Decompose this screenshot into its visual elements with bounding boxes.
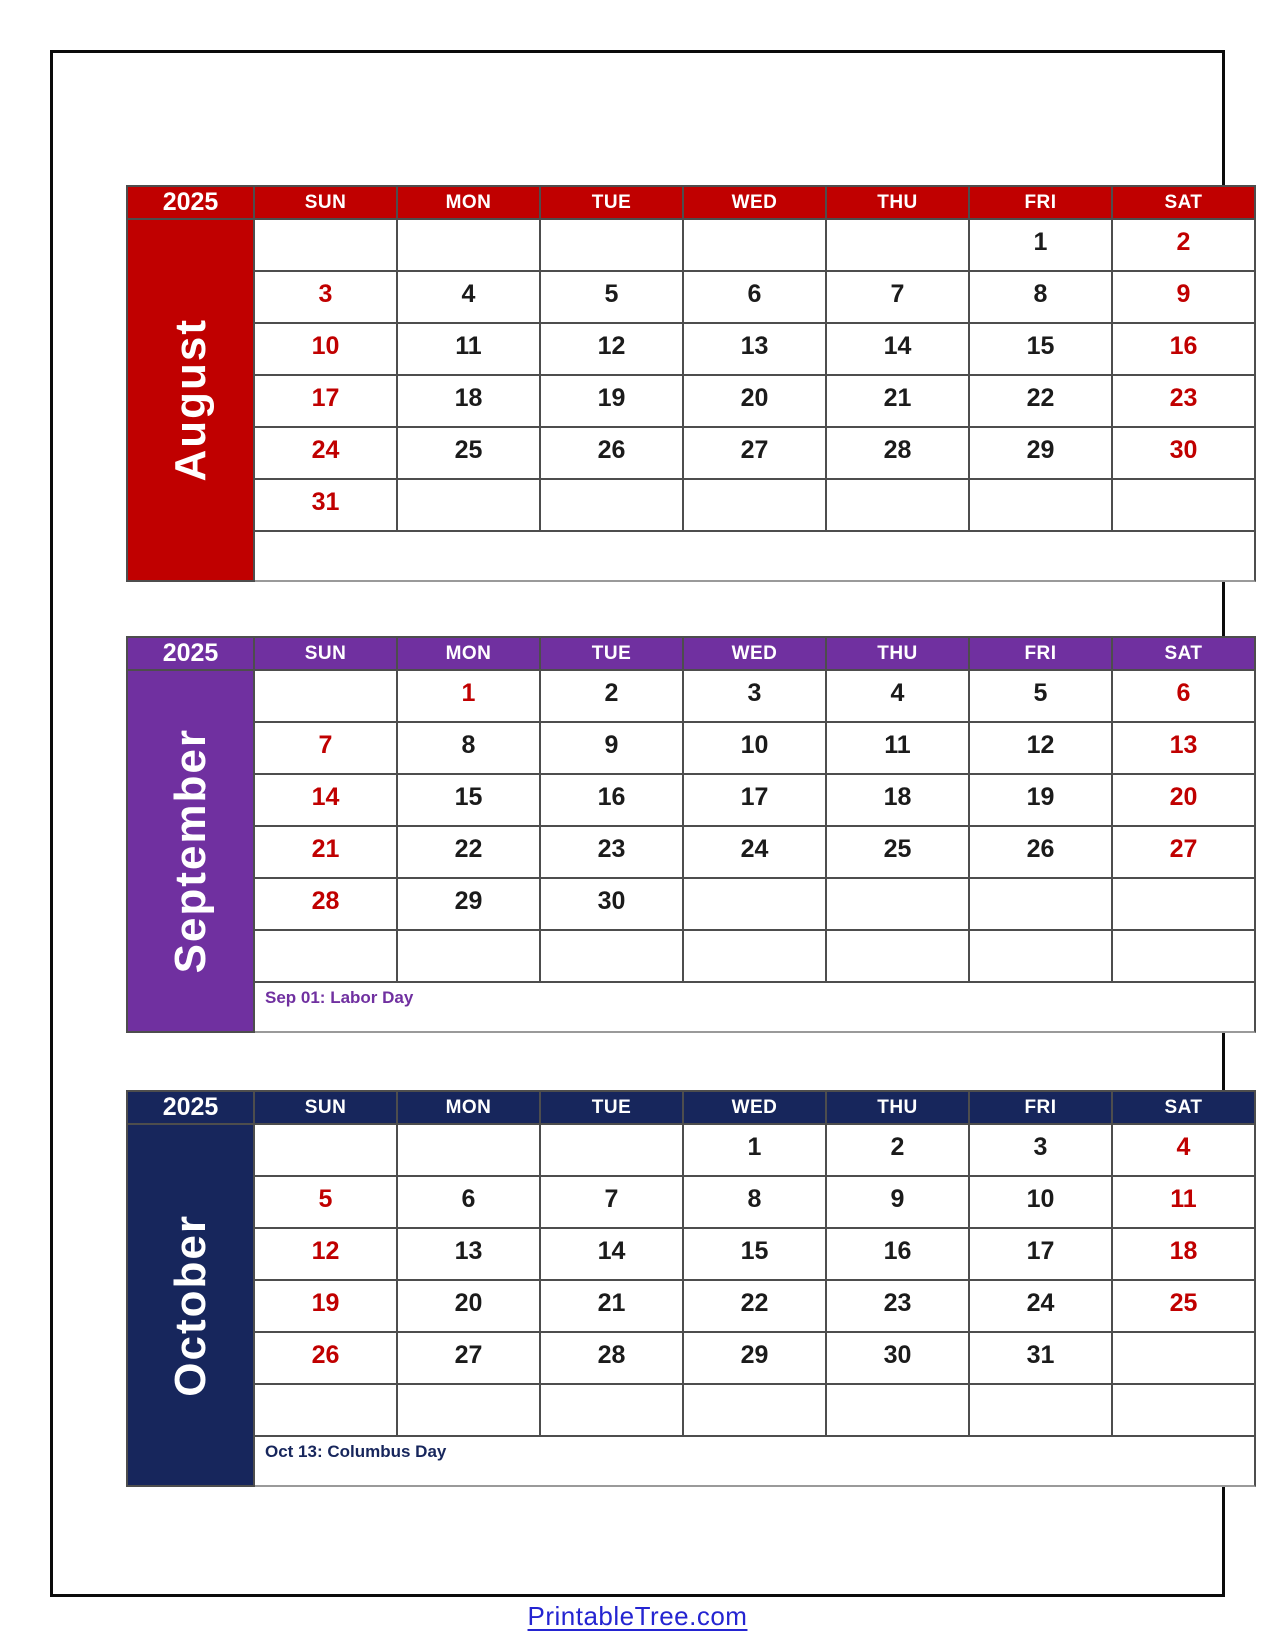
date-cell-19: 19 [541,376,684,428]
date-cell-empty [970,931,1113,983]
weekday-header-thu: THU [827,187,970,220]
date-cell-empty [255,1125,398,1177]
weekday-header-thu: THU [827,638,970,671]
date-cell-empty [255,931,398,983]
date-cell-10: 10 [970,1177,1113,1229]
date-cell-empty [684,220,827,272]
date-cell-13: 13 [684,324,827,376]
date-cell-27: 27 [398,1333,541,1385]
date-cell-17: 17 [255,376,398,428]
date-cell-14: 14 [827,324,970,376]
weekday-header-mon: MON [398,1092,541,1125]
month-september [126,636,1256,1033]
date-cell-8: 8 [398,723,541,775]
weekday-header-sat: SAT [1113,187,1256,220]
footer-link[interactable]: PrintableTree.com [527,1601,748,1631]
date-cell-16: 16 [827,1229,970,1281]
date-cell-9: 9 [541,723,684,775]
date-cell-empty [398,1125,541,1177]
date-cell-empty [398,220,541,272]
weekday-header-sun: SUN [255,638,398,671]
date-cell-empty [398,480,541,532]
date-cell-empty [1113,931,1256,983]
date-cell-9: 9 [1113,272,1256,324]
date-cell-29: 29 [684,1333,827,1385]
date-cell-27: 27 [1113,827,1256,879]
date-cell-empty [1113,1333,1256,1385]
date-cell-26: 26 [970,827,1113,879]
holiday-note: Oct 13: Columbus Day [255,1437,1256,1487]
date-cell-empty [255,1385,398,1437]
weekday-header-sat: SAT [1113,1092,1256,1125]
date-cell-empty [684,931,827,983]
date-cell-22: 22 [970,376,1113,428]
date-cell-9: 9 [827,1177,970,1229]
date-cell-29: 29 [970,428,1113,480]
weekday-header-tue: TUE [541,187,684,220]
date-cell-6: 6 [1113,671,1256,723]
date-cell-24: 24 [970,1281,1113,1333]
date-cell-18: 18 [398,376,541,428]
weekday-header-tue: TUE [541,638,684,671]
month-banner [128,220,255,582]
weekday-header-mon: MON [398,638,541,671]
date-cell-empty [827,480,970,532]
date-cell-17: 17 [684,775,827,827]
date-cell-21: 21 [827,376,970,428]
date-cell-22: 22 [398,827,541,879]
date-cell-empty [970,1385,1113,1437]
month-banner [128,671,255,1033]
date-cell-5: 5 [255,1177,398,1229]
date-cell-28: 28 [541,1333,684,1385]
date-cell-29: 29 [398,879,541,931]
date-cell-empty [684,1385,827,1437]
weekday-header-wed: WED [684,638,827,671]
date-cell-15: 15 [684,1229,827,1281]
date-cell-empty [255,671,398,723]
month-august [126,185,1256,582]
date-cell-7: 7 [541,1177,684,1229]
date-cell-18: 18 [827,775,970,827]
date-cell-23: 23 [1113,376,1256,428]
date-cell-23: 23 [541,827,684,879]
date-cell-2: 2 [541,671,684,723]
weekday-header-wed: WED [684,1092,827,1125]
date-cell-empty [970,480,1113,532]
date-cell-30: 30 [827,1333,970,1385]
date-cell-empty [1113,480,1256,532]
date-cell-22: 22 [684,1281,827,1333]
date-cell-28: 28 [827,428,970,480]
date-cell-20: 20 [1113,775,1256,827]
date-cell-28: 28 [255,879,398,931]
date-cell-21: 21 [255,827,398,879]
date-cell-empty [970,879,1113,931]
date-cell-15: 15 [970,324,1113,376]
month-october [126,1090,1256,1487]
date-cell-4: 4 [1113,1125,1256,1177]
year-label: 2025 [128,1092,255,1125]
date-cell-19: 19 [255,1281,398,1333]
date-cell-empty [827,220,970,272]
footer [53,1601,1222,1632]
page-border [50,50,1225,1631]
date-cell-empty [541,220,684,272]
date-cell-1: 1 [684,1125,827,1177]
date-cell-4: 4 [398,272,541,324]
date-cell-empty [1113,879,1256,931]
date-cell-12: 12 [255,1229,398,1281]
date-cell-23: 23 [827,1281,970,1333]
date-cell-5: 5 [541,272,684,324]
date-cell-30: 30 [1113,428,1256,480]
date-cell-18: 18 [1113,1229,1256,1281]
date-cell-5: 5 [970,671,1113,723]
year-label: 2025 [128,187,255,220]
date-cell-31: 31 [255,480,398,532]
weekday-header-thu: THU [827,1092,970,1125]
date-cell-empty [684,480,827,532]
date-cell-24: 24 [255,428,398,480]
weekday-header-mon: MON [398,187,541,220]
date-cell-8: 8 [970,272,1113,324]
date-cell-6: 6 [684,272,827,324]
date-cell-16: 16 [541,775,684,827]
weekday-header-fri: FRI [970,1092,1113,1125]
date-cell-13: 13 [1113,723,1256,775]
date-cell-15: 15 [398,775,541,827]
date-cell-empty [827,1385,970,1437]
date-cell-1: 1 [970,220,1113,272]
date-cell-11: 11 [1113,1177,1256,1229]
date-cell-6: 6 [398,1177,541,1229]
month-name: September [165,728,215,974]
date-cell-14: 14 [541,1229,684,1281]
date-cell-empty [398,1385,541,1437]
date-cell-26: 26 [255,1333,398,1385]
date-cell-30: 30 [541,879,684,931]
weekday-header-sun: SUN [255,1092,398,1125]
date-cell-13: 13 [398,1229,541,1281]
date-cell-25: 25 [827,827,970,879]
date-cell-empty [827,931,970,983]
date-cell-empty [1113,1385,1256,1437]
date-cell-empty [684,879,827,931]
date-cell-12: 12 [541,324,684,376]
date-cell-empty [541,480,684,532]
date-cell-10: 10 [684,723,827,775]
date-cell-25: 25 [398,428,541,480]
holiday-note: Sep 01: Labor Day [255,983,1256,1033]
date-cell-11: 11 [827,723,970,775]
holiday-note [255,532,1256,582]
weekday-header-fri: FRI [970,638,1113,671]
weekday-header-sat: SAT [1113,638,1256,671]
date-cell-11: 11 [398,324,541,376]
date-cell-8: 8 [684,1177,827,1229]
date-cell-20: 20 [398,1281,541,1333]
date-cell-empty [541,1385,684,1437]
weekday-header-fri: FRI [970,187,1113,220]
date-cell-empty [398,931,541,983]
weekday-header-wed: WED [684,187,827,220]
date-cell-empty [827,879,970,931]
date-cell-19: 19 [970,775,1113,827]
date-cell-3: 3 [255,272,398,324]
date-cell-4: 4 [827,671,970,723]
date-cell-2: 2 [827,1125,970,1177]
date-cell-7: 7 [827,272,970,324]
date-cell-empty [255,220,398,272]
date-cell-26: 26 [541,428,684,480]
date-cell-12: 12 [970,723,1113,775]
date-cell-24: 24 [684,827,827,879]
date-cell-empty [541,1125,684,1177]
month-name: August [165,318,215,482]
year-label: 2025 [128,638,255,671]
date-cell-10: 10 [255,324,398,376]
date-cell-3: 3 [684,671,827,723]
date-cell-16: 16 [1113,324,1256,376]
month-name: October [165,1213,215,1397]
date-cell-14: 14 [255,775,398,827]
date-cell-1: 1 [398,671,541,723]
date-cell-3: 3 [970,1125,1113,1177]
month-banner [128,1125,255,1487]
date-cell-empty [541,931,684,983]
date-cell-27: 27 [684,428,827,480]
weekday-header-tue: TUE [541,1092,684,1125]
date-cell-21: 21 [541,1281,684,1333]
weekday-header-sun: SUN [255,187,398,220]
date-cell-20: 20 [684,376,827,428]
date-cell-17: 17 [970,1229,1113,1281]
date-cell-2: 2 [1113,220,1256,272]
date-cell-7: 7 [255,723,398,775]
date-cell-25: 25 [1113,1281,1256,1333]
date-cell-31: 31 [970,1333,1113,1385]
